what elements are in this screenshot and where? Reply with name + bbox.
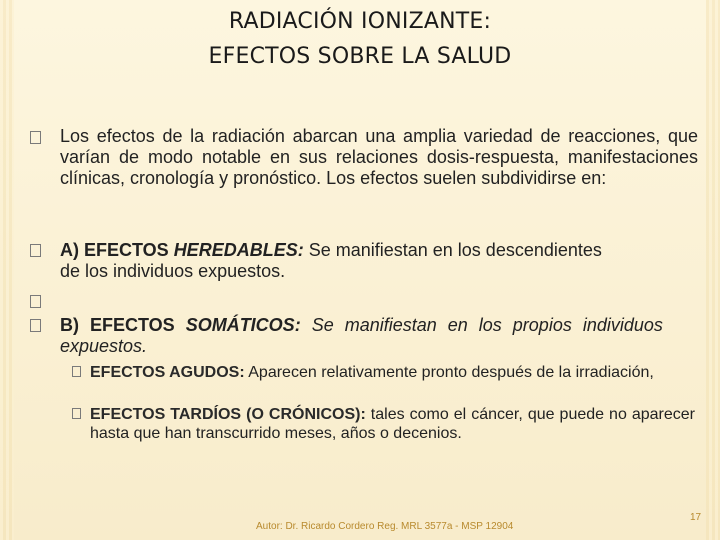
footer-author: Autor: Dr. Ricardo Cordero Reg. MRL 3577a - MSP 12904 xyxy=(256,521,514,532)
page-number: 17 xyxy=(690,512,702,523)
bullet-box-icon xyxy=(30,295,41,308)
bullet-4-emphasis: SOMÁTICOS: xyxy=(185,315,301,335)
slide-title-line-1: RADIACIÓN IONIZANTE: xyxy=(228,9,492,34)
bullet-4-body: Se manifiestan en los propios individuos expuestos. xyxy=(60,315,663,356)
sub-item-1-lead: EFECTOS AGUDOS: xyxy=(90,364,245,381)
bullet-2-body: Se manifiestan en los descendientes de los individuos expuestos. xyxy=(60,240,602,281)
bullet-4-text xyxy=(60,315,698,357)
sub-bullet-box-icon xyxy=(72,408,81,419)
bullet-2-emphasis: HEREDABLES: xyxy=(173,240,304,260)
sub-item-2-text xyxy=(90,405,695,443)
sub-item-2-body: tales como el cáncer, que puede no aparecer hasta que han transcurrido meses, años o decenios. xyxy=(90,406,696,442)
sub-item-1-text xyxy=(90,363,695,382)
bullet-2-text xyxy=(60,240,620,282)
left-decorative-border xyxy=(0,0,14,540)
sub-item-1-body: Aparecen relativamente pronto después de la irradiación, xyxy=(244,364,654,381)
slide-title-line-2: EFECTOS SOBRE LA SALUD xyxy=(208,44,512,69)
bullet-4-prefix: B) EFECTOS xyxy=(60,315,186,335)
bullet-box-icon xyxy=(30,244,41,257)
bullet-box-icon xyxy=(30,319,41,332)
bullet-1-text: Los efectos de la radiación abarcan una amplia variedad de reacciones, que varían de modo notable en sus relaciones dosis-respuesta, manifestaciones clínicas, cronología y pronóstico. Los efectos suelen subdividirse en: xyxy=(60,126,698,188)
bullet-2-prefix: A) EFECTOS xyxy=(60,240,174,260)
bullet-box-icon xyxy=(30,131,41,144)
right-decorative-border xyxy=(706,0,720,540)
sub-item-2-lead: EFECTOS TARDÍOS (O CRÓNICOS): xyxy=(90,406,366,423)
sub-bullet-box-icon xyxy=(72,366,81,377)
